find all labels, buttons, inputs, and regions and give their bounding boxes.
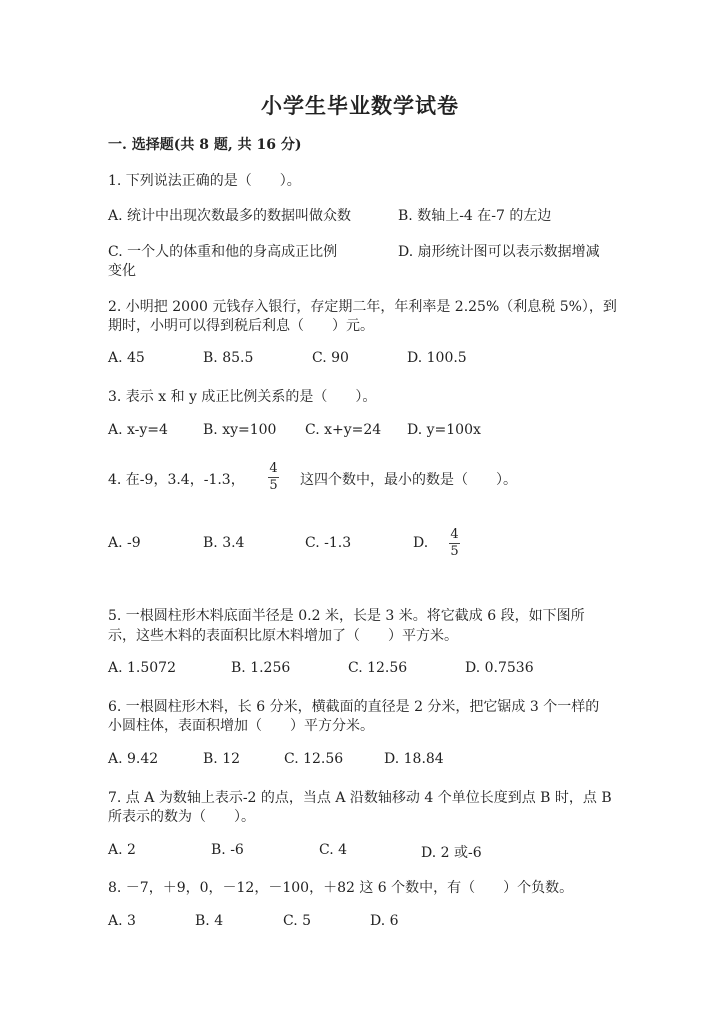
q4-option-a: A. -9 bbox=[108, 535, 141, 551]
q1-option-a: A. 统计中出现次数最多的数据叫做众数 bbox=[108, 208, 352, 224]
q5-option-a: A. 1.5072 bbox=[108, 660, 176, 676]
q8-option-d: D. 6 bbox=[370, 913, 399, 929]
question-7-line-1: 7. 点 A 为数轴上表示-2 的点，当点 A 沿数轴移动 4 个单位长度到点 B 时，点 B bbox=[108, 790, 612, 806]
q7-option-c: C. 4 bbox=[319, 842, 348, 858]
q3-option-b: B. xy=100 bbox=[203, 422, 277, 438]
q7-option-a: A. 2 bbox=[108, 842, 136, 858]
q6-option-d: D. 18.84 bbox=[384, 751, 444, 767]
q3-option-d: D. y=100x bbox=[407, 422, 481, 438]
question-6-line-1: 6. 一根圆柱形木料，长 6 分米，横截面的直径是 2 分米，把它锯成 3 个一样的 bbox=[108, 699, 600, 715]
question-5-line-2: 示，这些木料的表面积比原木料增加了（ ）平方米。 bbox=[108, 628, 458, 644]
q4-option-d: D. bbox=[413, 535, 429, 551]
q3-option-c: C. x+y=24 bbox=[305, 422, 382, 438]
q5-option-d: D. 0.7536 bbox=[465, 660, 534, 676]
q5-option-b: B. 1.256 bbox=[231, 660, 291, 676]
q3-option-a: A. x-y=4 bbox=[108, 422, 168, 438]
question-3: 3. 表示 x 和 y 成正比例关系的是（ ）。 bbox=[108, 389, 377, 405]
q8-option-a: A. 3 bbox=[108, 913, 136, 929]
q1-option-c: C. 一个人的体重和他的身高成正比例 bbox=[108, 244, 338, 260]
q7-option-b: B. -6 bbox=[211, 842, 244, 858]
q4-fraction bbox=[268, 462, 279, 493]
question-4-text-after: 这四个数中，最小的数是（ ）。 bbox=[300, 472, 517, 488]
q2-option-b: B. 85.5 bbox=[203, 350, 254, 366]
question-8: 8. －7，＋9，0，－12，－100，＋82 这 6 个数中，有（ ）个负数。 bbox=[108, 880, 574, 896]
q1-option-d-continued: 变化 bbox=[108, 263, 136, 279]
question-4-text: 4. 在-9，3.4，-1.3， bbox=[108, 472, 245, 488]
q5-option-c: C. 12.56 bbox=[348, 660, 408, 676]
page-title: 小学生毕业数学试卷 bbox=[261, 93, 459, 118]
question-2-line-1: 2. 小明把 2000 元钱存入银行，存定期二年，年利率是 2.25%（利息税 5%），到 bbox=[108, 299, 617, 315]
q2-option-c: C. 90 bbox=[312, 350, 349, 366]
q4-option-d-fraction bbox=[449, 528, 460, 559]
section-heading: 一. 选择题(共 8 题, 共 16 分) bbox=[108, 137, 302, 153]
q6-option-a: A. 9.42 bbox=[108, 751, 159, 767]
q4-option-d-denominator: 5 bbox=[450, 544, 459, 559]
q1-option-b: B. 数轴上-4 在-7 的左边 bbox=[398, 208, 552, 224]
q8-option-c: C. 5 bbox=[283, 913, 312, 929]
q4-fraction-numerator: 4 bbox=[269, 461, 278, 476]
q1-option-d: D. 扇形统计图可以表示数据增减 bbox=[398, 244, 600, 260]
q6-option-c: C. 12.56 bbox=[284, 751, 344, 767]
question-6-line-2: 小圆柱体，表面积增加（ ）平方分米。 bbox=[108, 718, 374, 734]
q6-option-b: B. 12 bbox=[203, 751, 241, 767]
question-2-line-2: 期时，小明可以得到税后利息（ ）元。 bbox=[108, 318, 374, 334]
q7-option-d: D. 2 或-6 bbox=[421, 845, 482, 861]
q4-fraction-denominator: 5 bbox=[269, 478, 278, 493]
q2-option-a: A. 45 bbox=[108, 350, 145, 366]
question-1: 1. 下列说法正确的是（ ）。 bbox=[108, 173, 301, 189]
q8-option-b: B. 4 bbox=[195, 913, 224, 929]
q2-option-d: D. 100.5 bbox=[407, 350, 467, 366]
q4-option-d-numerator: 4 bbox=[450, 527, 459, 542]
question-7-line-2: 所表示的数为（ ）。 bbox=[108, 809, 255, 825]
q4-option-c: C. -1.3 bbox=[305, 535, 352, 551]
q4-option-b: B. 3.4 bbox=[203, 535, 245, 551]
question-5-line-1: 5. 一根圆柱形木料底面半径是 0.2 米，长是 3 米。将它截成 6 段，如下图所 bbox=[108, 608, 585, 624]
